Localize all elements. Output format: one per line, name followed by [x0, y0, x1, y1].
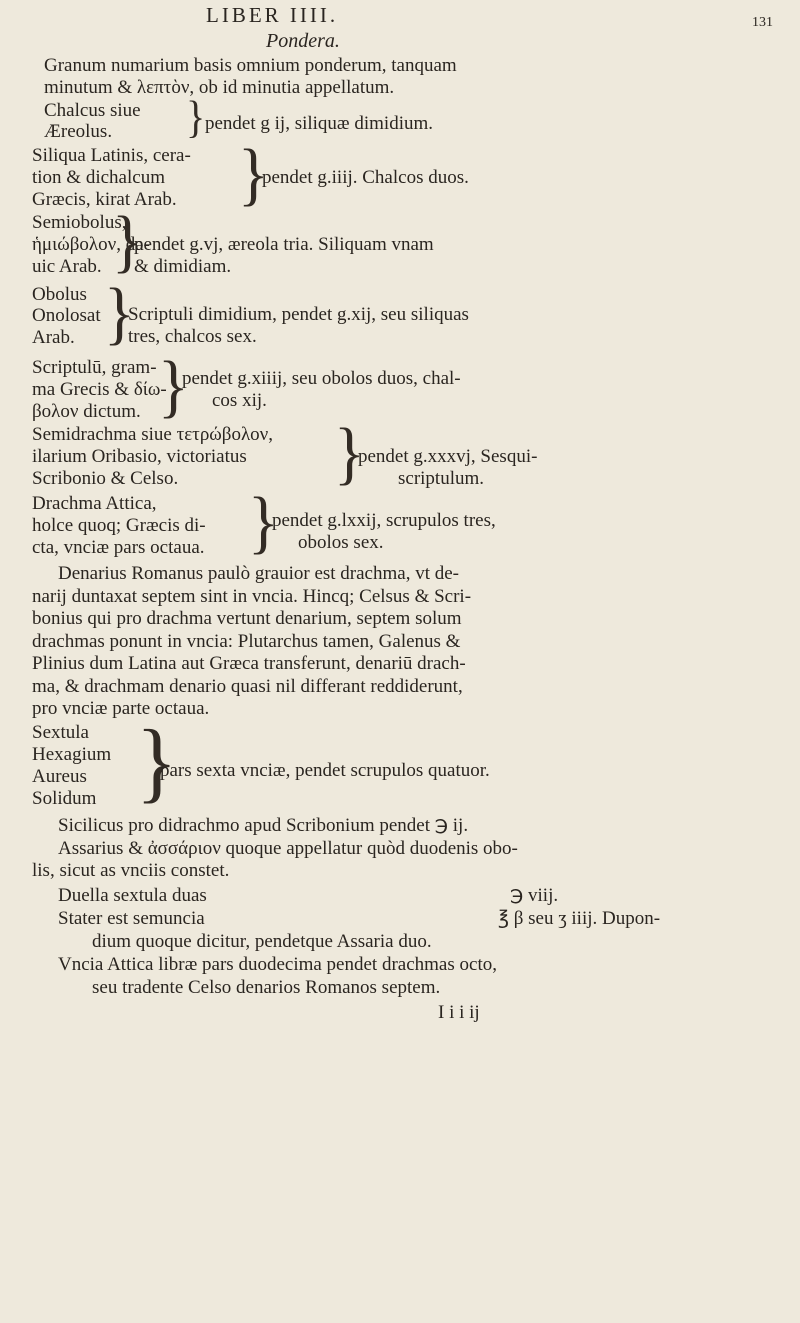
entry-label: Hexagium [32, 744, 112, 765]
entry-value: pendet g.xiiij, seu obolos duos, chal- [182, 368, 461, 389]
brace: } [104, 273, 135, 352]
section-title: Pondera. [266, 30, 340, 52]
paragraph-line: ma, & drachmam denario quasi nil differant reddiderunt, [32, 676, 463, 697]
paragraph-line: seu tradente Celso denarios Romanos septem. [92, 977, 441, 998]
entry-label: ilarium Oribasio, victoriatus [32, 446, 247, 467]
entry-label: Siliqua Latinis, cera- [32, 145, 191, 166]
entry-value: pendet g.xxxvj, Sesqui- [358, 446, 538, 467]
paragraph-line: drachmas ponunt in vncia: Plutarchus tamen, Galenus & [32, 631, 461, 652]
entry-value: tres, chalcos sex. [128, 326, 257, 347]
entry-label: Solidum [32, 788, 97, 809]
entry-value: pendet g.lxxij, scrupulos tres, [272, 510, 496, 531]
signature-mark: I i i ij [438, 1002, 480, 1023]
entry-label: tion & dichalcum [32, 167, 165, 188]
brace: } [158, 346, 189, 425]
paragraph-line: Vncia Attica libræ pars duodecima pendet drachmas octo, [58, 954, 497, 975]
entry-label: Sextula [32, 722, 89, 743]
entry-label: Semidrachma siue τετρώβολον, [32, 424, 274, 445]
brace: } [112, 201, 143, 280]
text-line: Granum numarium basis omnium ponderum, tanquam [44, 55, 457, 76]
entry-value: & dimidiam. [134, 256, 232, 277]
entry-label: Drachma Attica, [32, 493, 157, 514]
entry-value: scriptulum. [398, 468, 485, 489]
paragraph-line: lis, sicut as vnciis constet. [32, 860, 230, 881]
paragraph-line: Sicilicus pro didrachmo apud Scribonium pendet ℈ ij. [58, 815, 469, 836]
entry-label: Græcis, kirat Arab. [32, 189, 177, 210]
entry-label: Semiobolus, [32, 212, 127, 233]
entry-label: holce quoq; Græcis di- [32, 515, 206, 536]
entry-label: uic Arab. [32, 256, 102, 277]
running-title: LIBER IIII. [206, 3, 339, 27]
brace: } [334, 413, 365, 492]
entry-value: pendet g.iiij. Chalcos duos. [262, 167, 469, 188]
entry-label: Chalcus siue [44, 100, 141, 121]
brace: } [186, 90, 206, 143]
brace: } [238, 134, 269, 213]
entry-value: obolos sex. [298, 532, 384, 553]
text-line: minutum & λεπτὸν, ob id minutia appellatum. [44, 77, 395, 98]
paragraph-line: pro vnciæ parte octaua. [32, 698, 210, 719]
page-number: 131 [752, 15, 773, 30]
paragraph-line: Plinius dum Latina aut Græca transferunt, denariū drach- [32, 653, 466, 674]
entry-value: ℈ viij. [510, 885, 559, 906]
paragraph-line: Denarius Romanus paulò grauior est drachma, vt de- [58, 563, 459, 584]
entry-value: pars sexta vnciæ, pendet scrupulos quatuor. [160, 760, 490, 781]
entry-label: Obolus [32, 284, 87, 305]
paragraph-line: narij duntaxat septem sint in vncia. Hincq; Celsus & Scri- [32, 586, 472, 607]
entry-label: Stater est semuncia [58, 908, 205, 929]
entry-value: ℥ β seu ʒ iiij. Dupon- [498, 908, 661, 929]
paragraph-line: Assarius & ἀσσάριον quoque appellatur quòd duodenis obo- [58, 838, 518, 859]
entry-value: cos xij. [212, 390, 267, 411]
entry-label: Scribonio & Celso. [32, 468, 179, 489]
entry-label: Onolosat [32, 305, 101, 326]
entry-label: ma Grecis & δίω- [32, 379, 167, 400]
entry-label: Aureus [32, 766, 87, 787]
brace: } [248, 482, 279, 561]
entry-label: ἡμιώβολον, da- [32, 234, 150, 255]
paragraph-line: dium quoque dicitur, pendetque Assaria duo. [92, 931, 432, 952]
entry-value: pendet g ij, siliquæ dimidium. [205, 113, 433, 134]
entry-label: cta, vnciæ pars octaua. [32, 537, 205, 558]
entry-label: Duella sextula duas [58, 885, 207, 906]
entry-label: Scriptulū, gram- [32, 357, 157, 378]
entry-label: Æreolus. [44, 121, 113, 142]
brace: } [136, 710, 178, 812]
entry-value: Scriptuli dimidium, pendet g.xij, seu siliquas [128, 304, 469, 325]
paragraph-line: bonius qui pro drachma vertunt denarium, septem solum [32, 608, 462, 629]
entry-label: Arab. [32, 327, 75, 348]
entry-label: βολον dictum. [32, 401, 141, 422]
entry-value: pendet g.vj, æreola tria. Siliquam vnam [134, 234, 434, 255]
